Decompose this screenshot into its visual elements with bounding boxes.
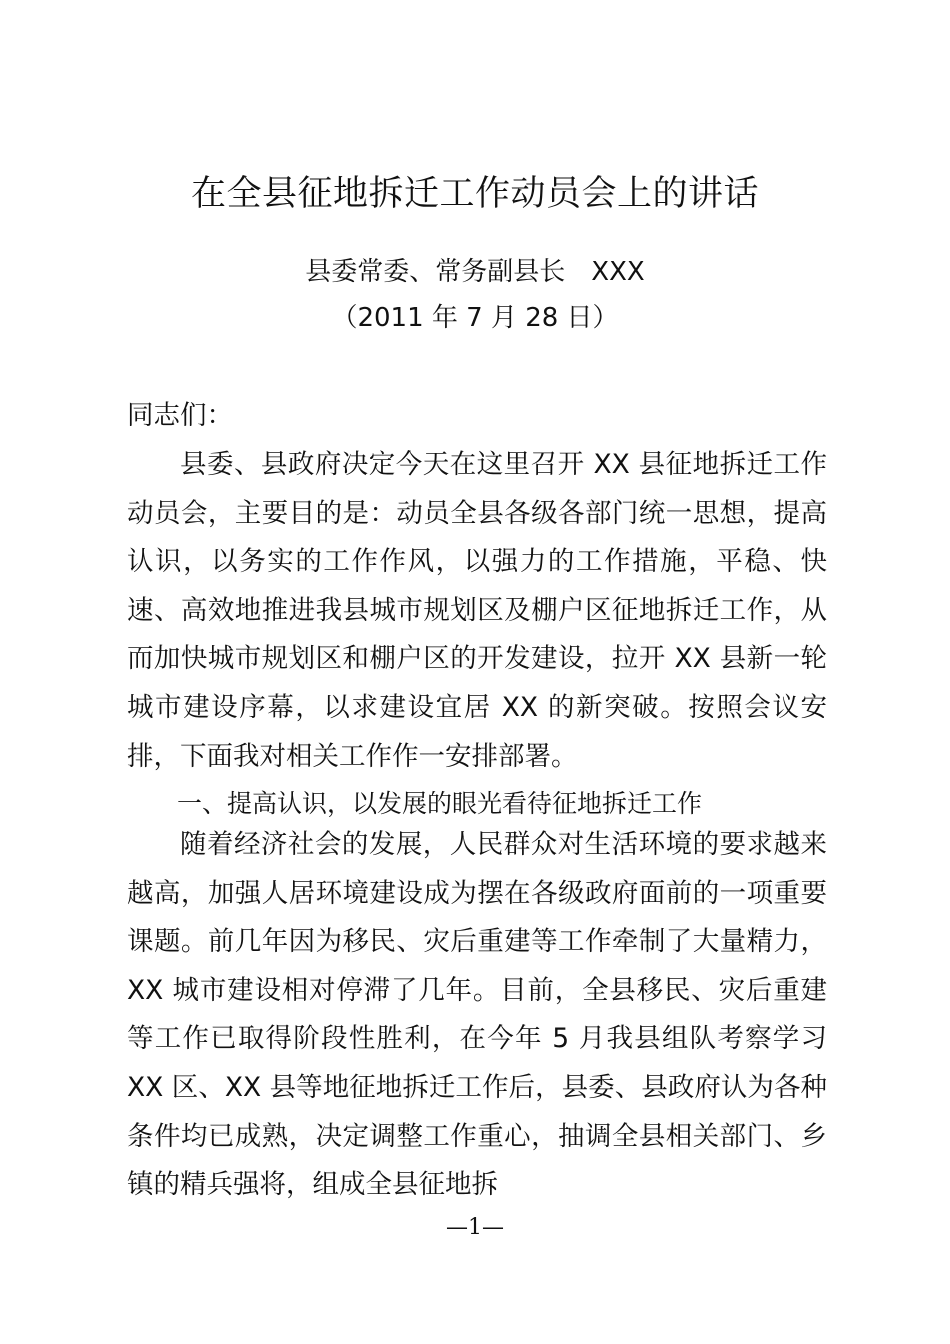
paragraph-intro: 县委、县政府决定今天在这里召开 XX 县征地拆迁工作动员会，主要目的是：动员全县各级各部门统一思想，提高认识，以务实的工作作风，以强力的工作措施，平稳、快速、高效地推进我县城市规划区及棚户区征地拆迁工作，从而加快城市规划区和棚户区的开发建设，拉开 XX 县新一轮城市建设序幕，以求建设宜居 XX 的新突破。按照会议安排，下面我对相关工作作一安排部署。 <box>127 449 827 772</box>
paragraph-section-1: 随着经济社会的发展，人民群众对生活环境的要求越来越高，加强人居环境建设成为摆在各级政府面前的一项重要课题。前几年因为移民、灾后重建等工作牵制了大量精力，XX 城市建设相对停滞了几年。目前，全县移民、灾后重建等工作已取得阶段性胜利，在今年 5 月我县组队考察学习 XX 区、XX 县等地征地拆迁工作后，县委、县政府认为各种条件均已成熟，决定调整工作重心，抽调全县相关部门、乡镇的精兵强将，组成全县征地拆 <box>127 829 827 1201</box>
document-title: 在全县征地拆迁工作动员会上的讲话 <box>190 174 759 214</box>
greeting: 同志们： <box>127 400 233 431</box>
section-heading: 一、提高认识，以发展的眼光看待征地拆迁工作 <box>177 789 703 818</box>
speaker-line: 县委常委、常务副县长 XXX <box>305 257 645 287</box>
page-number: —1— <box>446 1215 504 1240</box>
speech-date: （2011 年 7 月 28 日） <box>331 303 619 333</box>
